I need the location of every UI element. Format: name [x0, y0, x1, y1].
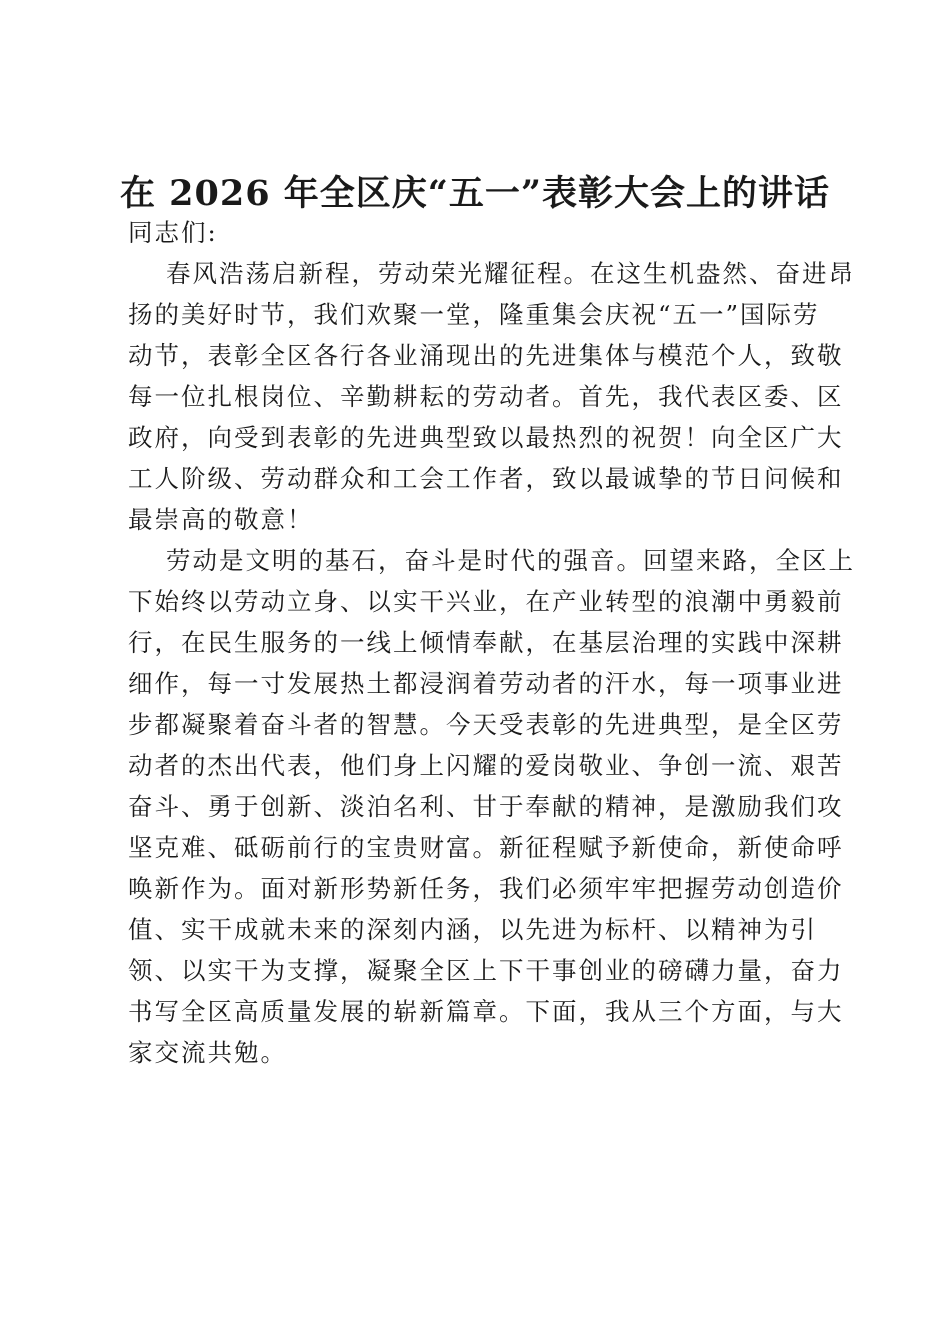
paragraph-line: 工人阶级、劳动群众和工会工作者，致以最诚挚的节日问候和 — [128, 464, 844, 493]
paragraph-line: 值、实干成就未来的深刻内涵，以先进为标杆、以精神为引 — [128, 915, 817, 944]
paragraph-2 — [128, 540, 855, 1073]
paragraph-line: 行，在民生服务的一线上倾情奉献，在基层治理的实践中深耕 — [128, 628, 844, 657]
paragraph-line: 家交流共勉。 — [128, 1038, 287, 1067]
paragraph-line: 每一位扎根岗位、辛勤耕耘的劳动者。首先，我代表区委、区 — [128, 382, 844, 411]
paragraph-line: 唤新作为。面对新形势新任务，我们必须牢牢把握劳动创造价 — [128, 874, 844, 903]
paragraph-line: 动者的杰出代表，他们身上闪耀的爱岗敬业、争创一流、艰苦 — [128, 751, 844, 780]
paragraph-line: 春风浩荡启新程，劳动荣光耀征程。在这生机盎然、奋进昂 — [166, 259, 855, 288]
paragraph-line: 劳动是文明的基石，奋斗是时代的强音。回望来路，全区上 — [166, 546, 855, 575]
paragraph-line: 步都凝聚着奋斗者的智慧。今天受表彰的先进典型，是全区劳 — [128, 710, 844, 739]
paragraph-line: 细作，每一寸发展热土都浸润着劳动者的汗水，每一项事业进 — [128, 669, 844, 698]
document-body — [128, 212, 855, 1073]
paragraph-line: 动节，表彰全区各行各业涌现出的先进集体与模范个人，致敬 — [128, 341, 844, 370]
paragraph-line: 政府，向受到表彰的先进典型致以最热烈的祝贺！向全区广大 — [128, 423, 844, 452]
salutation: 同志们: — [128, 218, 218, 247]
paragraph-line: 奋斗、勇于创新、淡泊名利、甘于奉献的精神，是激励我们攻 — [128, 792, 844, 821]
document-title: 在 2026 年全区庆“五一”表彰大会上的讲话 — [119, 173, 831, 214]
paragraph-line: 最崇高的敬意！ — [128, 505, 314, 534]
paragraph-line: 书写全区高质量发展的崭新篇章。下面，我从三个方面，与大 — [128, 997, 844, 1026]
paragraph-line: 领、以实干为支撑，凝聚全区上下干事创业的磅礴力量，奋力 — [128, 956, 844, 985]
paragraph-line: 扬的美好时节，我们欢聚一堂，隆重集会庆祝“五一”国际劳 — [128, 300, 820, 329]
paragraph-line: 坚克难、砥砺前行的宝贵财富。新征程赋予新使命，新使命呼 — [128, 833, 844, 862]
paragraph-line: 下始终以劳动立身、以实干兴业，在产业转型的浪潮中勇毅前 — [128, 587, 844, 616]
paragraph-1 — [128, 253, 855, 540]
